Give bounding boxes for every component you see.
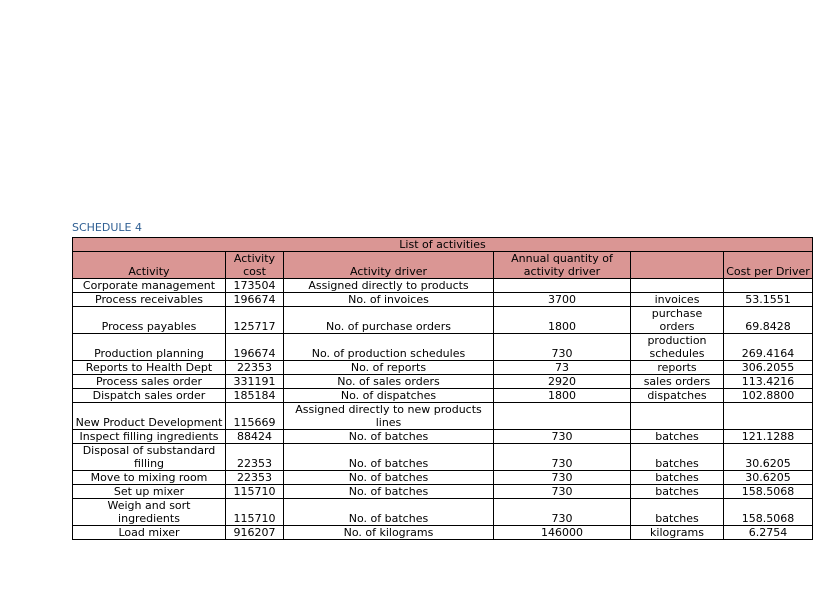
cell-annual-quantity: 730 xyxy=(494,430,631,444)
cell-activity-cost: 185184 xyxy=(226,389,284,403)
cell-activity: Production planning xyxy=(73,334,226,361)
cell-activity: Dispatch sales order xyxy=(73,389,226,403)
cell-activity-driver: No. of batches xyxy=(284,485,494,499)
cell-cost-per-driver: 158.5068 xyxy=(724,499,813,526)
cell-activity-driver: No. of batches xyxy=(284,499,494,526)
cell-annual-quantity: 146000 xyxy=(494,526,631,540)
cell-activity: Process sales order xyxy=(73,375,226,389)
table-row xyxy=(73,293,813,307)
cell-cost-per-driver: 30.6205 xyxy=(724,444,813,471)
cell-cost-per-driver: 121.1288 xyxy=(724,430,813,444)
cell-annual-quantity xyxy=(494,279,631,293)
column-header-activity-cost: Activity cost xyxy=(226,252,284,279)
cell-annual-quantity: 73 xyxy=(494,361,631,375)
cell-driver-unit: batches xyxy=(631,485,724,499)
cell-cost-per-driver xyxy=(724,403,813,430)
table-row xyxy=(73,307,813,334)
cell-cost-per-driver: 113.4216 xyxy=(724,375,813,389)
cell-activity-driver: No. of reports xyxy=(284,361,494,375)
cell-annual-quantity: 730 xyxy=(494,444,631,471)
cell-activity-cost: 331191 xyxy=(226,375,284,389)
column-header-activity-driver: Activity driver xyxy=(284,252,494,279)
table-row xyxy=(73,499,813,526)
cell-annual-quantity: 3700 xyxy=(494,293,631,307)
table-row xyxy=(73,471,813,485)
cell-activity: Load mixer xyxy=(73,526,226,540)
cell-driver-unit xyxy=(631,279,724,293)
cell-activity-cost: 22353 xyxy=(226,361,284,375)
cell-annual-quantity: 1800 xyxy=(494,389,631,403)
cell-cost-per-driver: 269.4164 xyxy=(724,334,813,361)
cell-activity: Process receivables xyxy=(73,293,226,307)
cell-activity-driver: No. of batches xyxy=(284,444,494,471)
cell-driver-unit: kilograms xyxy=(631,526,724,540)
table-row xyxy=(73,403,813,430)
cell-annual-quantity: 730 xyxy=(494,334,631,361)
cell-activity-cost: 22353 xyxy=(226,444,284,471)
schedule-title: SCHEDULE 4 xyxy=(72,221,142,234)
cell-annual-quantity: 730 xyxy=(494,499,631,526)
cell-activity-driver: No. of purchase orders xyxy=(284,307,494,334)
cell-cost-per-driver: 158.5068 xyxy=(724,485,813,499)
cell-cost-per-driver: 306.2055 xyxy=(724,361,813,375)
cell-activity: Disposal of substandard filling xyxy=(73,444,226,471)
cell-cost-per-driver: 30.6205 xyxy=(724,471,813,485)
header-row xyxy=(73,252,813,279)
cell-driver-unit: production schedules xyxy=(631,334,724,361)
cell-activity-driver: No. of batches xyxy=(284,430,494,444)
cell-cost-per-driver: 53.1551 xyxy=(724,293,813,307)
table-row xyxy=(73,361,813,375)
cell-driver-unit: dispatches xyxy=(631,389,724,403)
table-body xyxy=(73,279,813,540)
cell-annual-quantity: 730 xyxy=(494,471,631,485)
column-header-activity: Activity xyxy=(73,252,226,279)
cell-driver-unit: batches xyxy=(631,499,724,526)
cell-cost-per-driver: 6.2754 xyxy=(724,526,813,540)
table-title: List of activities xyxy=(73,238,813,252)
cell-activity-driver: Assigned directly to new products lines xyxy=(284,403,494,430)
column-header-annual-quantity: Annual quantity of activity driver xyxy=(494,252,631,279)
cell-driver-unit: reports xyxy=(631,361,724,375)
cell-activity-driver: No. of invoices xyxy=(284,293,494,307)
cell-activity: Reports to Health Dept xyxy=(73,361,226,375)
table-row xyxy=(73,334,813,361)
cell-annual-quantity: 730 xyxy=(494,485,631,499)
cell-activity: Move to mixing room xyxy=(73,471,226,485)
table-row xyxy=(73,279,813,293)
cell-cost-per-driver xyxy=(724,279,813,293)
table-title-row xyxy=(73,238,813,252)
cell-activity: New Product Development xyxy=(73,403,226,430)
cell-activity-driver: No. of kilograms xyxy=(284,526,494,540)
table-row xyxy=(73,430,813,444)
cell-activity-cost: 196674 xyxy=(226,334,284,361)
cell-driver-unit: batches xyxy=(631,444,724,471)
column-header-driver-unit xyxy=(631,252,724,279)
cell-activity-cost: 196674 xyxy=(226,293,284,307)
cell-activity-cost: 88424 xyxy=(226,430,284,444)
cell-activity-cost: 115710 xyxy=(226,485,284,499)
cell-driver-unit: purchase orders xyxy=(631,307,724,334)
cell-activity-cost: 173504 xyxy=(226,279,284,293)
cell-annual-quantity xyxy=(494,403,631,430)
cell-activity-cost: 115710 xyxy=(226,499,284,526)
cell-cost-per-driver: 102.8800 xyxy=(724,389,813,403)
cell-activity: Process payables xyxy=(73,307,226,334)
activities-table xyxy=(72,237,813,540)
cell-activity: Weigh and sort ingredients xyxy=(73,499,226,526)
table-row xyxy=(73,485,813,499)
cell-activity-cost: 115669 xyxy=(226,403,284,430)
cell-annual-quantity: 1800 xyxy=(494,307,631,334)
table-row xyxy=(73,389,813,403)
cell-activity-driver: No. of batches xyxy=(284,471,494,485)
cell-driver-unit: invoices xyxy=(631,293,724,307)
table-row xyxy=(73,375,813,389)
cell-driver-unit: batches xyxy=(631,430,724,444)
table-row xyxy=(73,444,813,471)
cell-driver-unit: batches xyxy=(631,471,724,485)
cell-cost-per-driver: 69.8428 xyxy=(724,307,813,334)
cell-driver-unit: sales orders xyxy=(631,375,724,389)
column-header-cost-per-driver: Cost per Driver xyxy=(724,252,813,279)
cell-activity: Inspect filling ingredients xyxy=(73,430,226,444)
cell-activity-cost: 916207 xyxy=(226,526,284,540)
cell-activity-cost: 22353 xyxy=(226,471,284,485)
cell-activity-driver: Assigned directly to products xyxy=(284,279,494,293)
cell-activity-driver: No. of production schedules xyxy=(284,334,494,361)
cell-driver-unit xyxy=(631,403,724,430)
cell-activity-cost: 125717 xyxy=(226,307,284,334)
table-row xyxy=(73,526,813,540)
cell-activity: Corporate management xyxy=(73,279,226,293)
cell-activity-driver: No. of sales orders xyxy=(284,375,494,389)
cell-annual-quantity: 2920 xyxy=(494,375,631,389)
cell-activity-driver: No. of dispatches xyxy=(284,389,494,403)
cell-activity: Set up mixer xyxy=(73,485,226,499)
